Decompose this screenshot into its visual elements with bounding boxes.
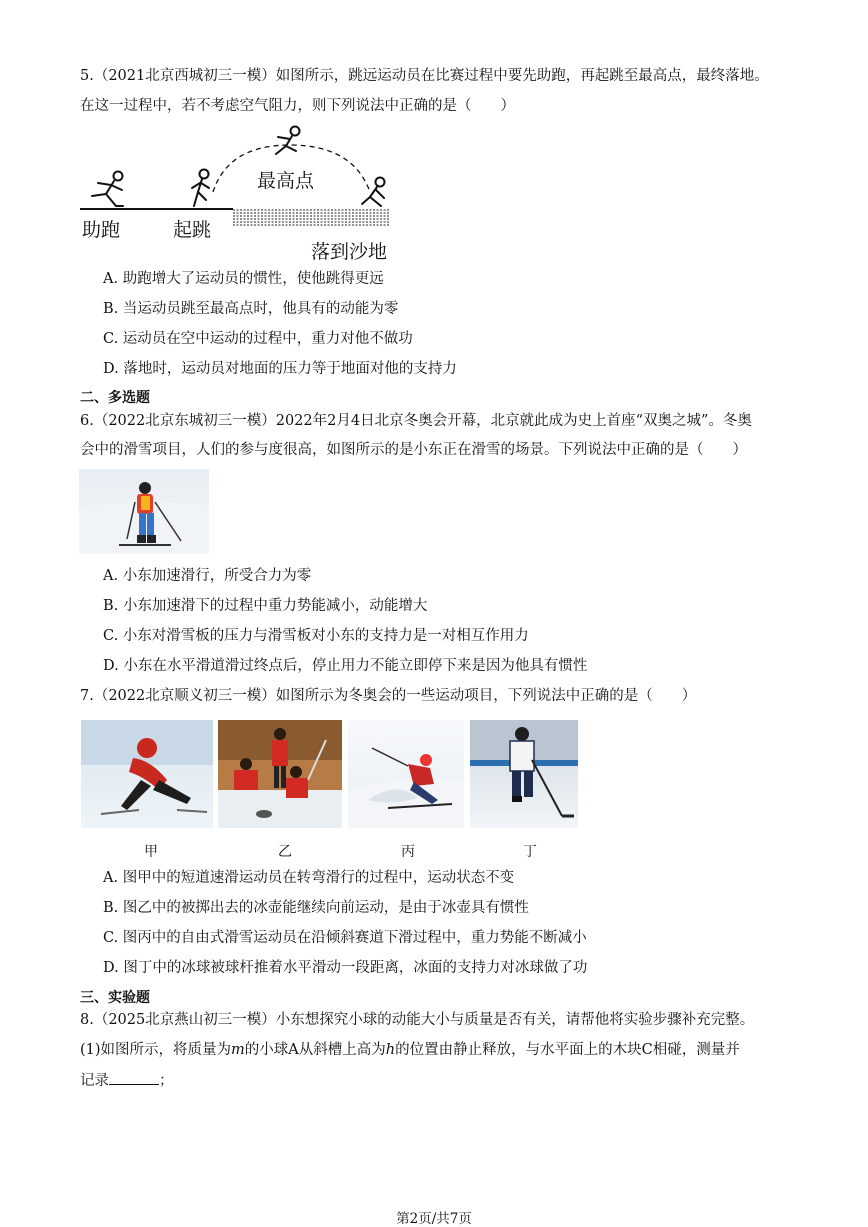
q7-option-a: A. 图甲中的短道速滑运动员在转弯滑行的过程中，运动状态不变 xyxy=(103,870,515,886)
q5-stem-line1: 5.（2021北京西城初三一模）如图所示，跳远运动员在比赛过程中要先助跑，再起跳至最高点，最终落地。 xyxy=(80,68,769,84)
figure-label-take-off: 起跳 xyxy=(173,219,212,241)
q7-curling-photo xyxy=(218,720,342,828)
q6-option-a: A. 小东加速滑行，所受合力为零 xyxy=(103,568,312,584)
q7-option-b: B. 图乙中的被掷出去的冰壶能继续向前运动，是由于冰壶具有惯性 xyxy=(103,900,529,916)
q5-option-b: B. 当运动员跳至最高点时，他具有的动能为零 xyxy=(103,301,399,317)
q6-skier-photo xyxy=(79,469,209,554)
q7-caption-jia: 甲 xyxy=(144,844,158,860)
figure-label-sand-landing: 落到沙地 xyxy=(311,241,388,263)
q7-stem-line1: 7.（2022北京顺义初三一模）如图所示为冬奥会的一些运动项目，下列说法中正确的是（ ） xyxy=(80,688,697,704)
q6-option-c: C. 小东对滑雪板的压力与滑雪板对小东的支持力是一对相互作用力 xyxy=(103,628,529,644)
q7-speed-skating-photo xyxy=(81,720,213,828)
q7-freestyle-ski-photo xyxy=(348,720,464,828)
q5-option-a: A. 助跑增大了运动员的惯性，使他跳得更远 xyxy=(103,271,384,287)
figure-label-highest-point: 最高点 xyxy=(257,170,315,192)
q7-caption-ding: 丁 xyxy=(523,844,537,860)
q8-step1-record-line xyxy=(80,1070,174,1091)
q7-caption-yi: 乙 xyxy=(278,844,292,860)
q8-step1-text-c: 的位置由静止释放，与水平面上的木块C相碰，测量并 xyxy=(395,1042,740,1058)
q8-step1-line xyxy=(80,1040,740,1060)
q8-stem-line1: 8.（2025北京燕山初三一模）小东想探究小球的动能大小与质量是否有关，请帮他将实验步骤补充完整。 xyxy=(80,1012,755,1028)
q6-stem-line1: 6.（2022北京东城初三一模）2022年2月4日北京冬奥会开幕，北京就此成为史上首座“双奥之城”。冬奥 xyxy=(80,413,752,429)
q8-answer-blank[interactable] xyxy=(109,1070,159,1085)
q8-step1-text-a: (1)如图所示，将质量为 xyxy=(80,1042,232,1058)
q8-record-end: ； xyxy=(159,1073,174,1089)
q8-record-label: 记录 xyxy=(80,1073,109,1089)
q7-ice-hockey-photo xyxy=(470,720,578,828)
page-number-footer: 第2页/共7页 xyxy=(396,1211,472,1227)
q5-option-c: C. 运动员在空中运动的过程中，重力对他不做功 xyxy=(103,331,413,347)
q5-stem-line2: 在这一过程中，若不考虑空气阻力，则下列说法中正确的是（ ） xyxy=(80,98,515,114)
figure-label-run-up: 助跑 xyxy=(82,219,121,241)
mass-symbol: m xyxy=(231,1042,245,1058)
section-heading-multiple-choice: 二、多选题 xyxy=(80,390,150,406)
q6-option-d: D. 小东在水平滑道滑过终点后，停止用力不能立即停下来是因为他具有惯性 xyxy=(103,658,588,674)
q6-option-b: B. 小东加速滑下的过程中重力势能减小，动能增大 xyxy=(103,598,428,614)
q8-step1-text-b: 的小球A从斜槽上高为 xyxy=(244,1042,386,1058)
section-heading-experiment: 三、实验题 xyxy=(80,990,150,1006)
q6-stem-line2: 会中的滑雪项目，人们的参与度很高，如图所示的是小东正在滑雪的场景。下列说法中正确的是（ ） xyxy=(80,442,747,458)
q7-caption-bing: 丙 xyxy=(401,844,415,860)
q7-option-c: C. 图丙中的自由式滑雪运动员在沿倾斜赛道下滑过程中，重力势能不断减小 xyxy=(103,930,587,946)
q7-option-d: D. 图丁中的冰球被球杆推着水平滑动一段距离，冰面的支持力对冰球做了功 xyxy=(103,960,588,976)
q5-option-d: D. 落地时，运动员对地面的压力等于地面对他的支持力 xyxy=(103,361,457,377)
height-symbol: h xyxy=(385,1042,396,1058)
